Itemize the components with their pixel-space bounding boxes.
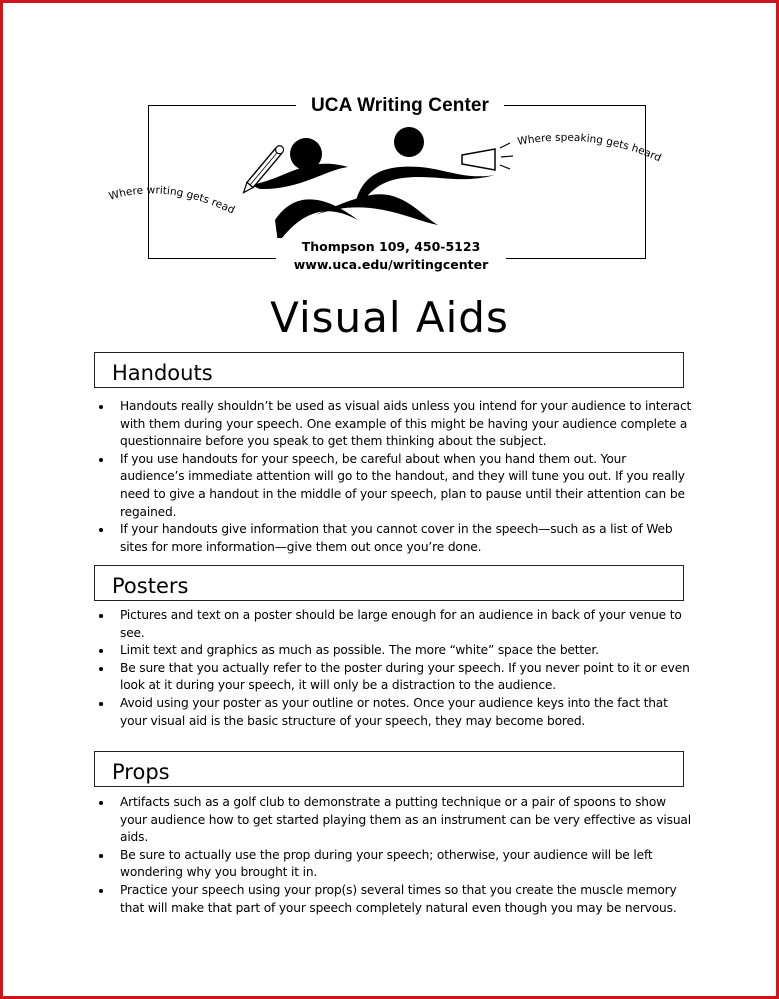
megaphone-icon xyxy=(462,143,513,170)
list-item: Limit text and graphics as much as possible. The more “white” space the better. xyxy=(94,642,694,660)
list-item: Practice your speech using your prop(s) several times so that you create the muscle memory that will make that part of your speech completely natural even though you may be nervous. xyxy=(94,882,694,917)
bullet-icon xyxy=(99,702,103,706)
bullet-icon xyxy=(99,649,103,653)
bullet-icon xyxy=(99,854,103,858)
list-item: Avoid using your poster as your outline or notes. Once your audience keys into the fact that your visual aid is the basic structure of your speech, they may become bored. xyxy=(94,695,694,730)
list-item: If your handouts give information that you cannot cover in the speech—such as a list of Web sites for more information—give them out once you’re done. xyxy=(94,521,694,556)
list-item: Pictures and text on a poster should be large enough for an audience in back of your venue to see. xyxy=(94,607,694,642)
props-list xyxy=(94,794,694,917)
logo-title: UCA Writing Center xyxy=(296,94,504,118)
tagline-left: Where writing gets read xyxy=(107,184,237,217)
posters-list xyxy=(94,607,694,730)
section-heading-posters: Posters xyxy=(94,565,684,601)
writer-figure-icon xyxy=(250,138,358,243)
list-item: Handouts really shouldn’t be used as visual aids unless you intend for your audience to interact with them during your speech. One example of this might be having your audience complete a questionnaire before you speak to get them thinking about the subject. xyxy=(94,398,694,451)
page-title: Visual Aids xyxy=(270,293,509,342)
list-item: Be sure to actually use the prop during your speech; otherwise, your audience will be left wondering why you brought it in. xyxy=(94,847,694,882)
logo-contact xyxy=(276,238,506,274)
list-item: Be sure that you actually refer to the poster during your speech. If you never point to it or even look at it during your speech, it will only be a distraction to the audience. xyxy=(94,660,694,695)
section-heading-handouts: Handouts xyxy=(94,352,684,388)
location-text: Thompson 109, 450-5123 xyxy=(301,239,481,254)
list-item: Artifacts such as a golf club to demonstrate a putting technique or a pair of spoons to show your audience how to get started playing them as an instrument can be very effective as visual aids. xyxy=(94,794,694,847)
logo-illustration xyxy=(100,125,680,245)
bullet-icon xyxy=(99,405,103,409)
bullet-icon xyxy=(99,889,103,893)
bullet-icon xyxy=(99,614,103,618)
handouts-list xyxy=(94,398,694,556)
bullet-icon xyxy=(99,458,103,462)
website-link[interactable]: www.uca.edu/writingcenter xyxy=(293,257,489,272)
bullet-icon xyxy=(99,801,103,805)
bullet-icon xyxy=(99,528,103,532)
bullet-icon xyxy=(99,667,103,671)
tagline-right: Where speaking gets heard xyxy=(516,131,663,165)
section-heading-props: Props xyxy=(94,751,684,787)
list-item: If you use handouts for your speech, be careful about when you hand them out. Your audience’s immediate attention will go to the handout, and they will tune you out. If you really need to give a handout in the middle of your speech, plan to pause until their attention can be regained. xyxy=(94,451,694,521)
